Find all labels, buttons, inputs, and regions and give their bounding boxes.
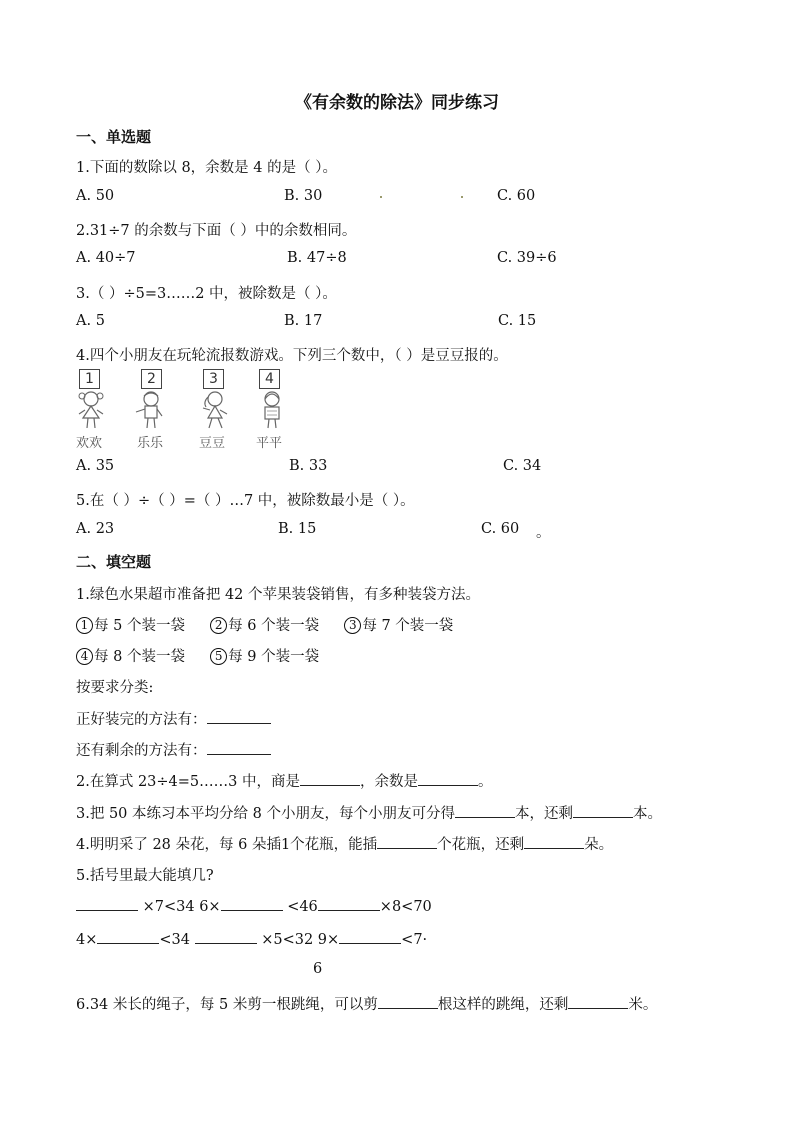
answer-blank[interactable] <box>207 740 271 755</box>
question-text: 米。 <box>628 997 658 1013</box>
question-1-text: 1.下面的数除以 8，余数是 4 的是（ ）。 <box>76 160 337 176</box>
inequality-text: <34 <box>159 932 190 948</box>
answer-blank[interactable] <box>207 709 271 724</box>
remain-methods-label: 还有剩余的方法有： <box>76 743 207 759</box>
stray-dot <box>380 196 382 198</box>
fill-question-6 <box>76 993 657 1014</box>
answer-blank[interactable] <box>339 929 401 944</box>
q2-option-a: A. 40÷7 <box>76 250 136 266</box>
section-heading-fill-blank: 二、填空题 <box>76 553 152 571</box>
q5-option-a: A. 23 <box>76 521 115 537</box>
q4-option-a: A. 35 <box>76 458 115 474</box>
question-5-text: 5.在（ ）÷（ ）=（ ）…7 中，被除数最小是（ ）。 <box>76 493 415 509</box>
answer-blank[interactable] <box>300 771 360 786</box>
question-text: 3.把 50 本练习本平均分给 8 个小朋友，每个小朋友可分得 <box>76 806 455 822</box>
question-3-text: 3.（ ）÷5=3……2 中，被除数是（ ）。 <box>76 286 337 302</box>
stray-number: 6 <box>313 961 323 977</box>
inequality-text: ×5<32 9× <box>261 932 340 948</box>
answer-blank[interactable] <box>377 834 437 849</box>
answer-blank[interactable] <box>568 994 628 1009</box>
classify-instruction: 按要求分类: <box>76 680 154 696</box>
fill-question-2 <box>76 770 492 791</box>
circled-number: 2 <box>210 617 227 634</box>
fill-question-4 <box>76 833 613 854</box>
answer-blank[interactable] <box>76 896 138 911</box>
packing-option: 每 9 个装一袋 <box>228 649 320 665</box>
question-text: 2.在算式 23÷4=5……3 中，商是 <box>76 774 300 790</box>
stray-dot <box>461 196 463 198</box>
question-text: 朵。 <box>584 837 614 853</box>
question-text: 个花瓶，还剩 <box>437 837 525 853</box>
exact-methods-line <box>76 708 271 729</box>
question-text: 本。 <box>632 806 662 822</box>
packing-option: 每 5 个装一袋 <box>94 618 185 634</box>
inequality-row-2 <box>76 929 427 948</box>
q1-option-a: A. 50 <box>76 188 115 204</box>
q5-trailing-mark: 。 <box>536 525 551 541</box>
answer-blank[interactable] <box>97 929 159 944</box>
q3-option-c: C. 15 <box>498 313 537 329</box>
question-text: ，余数是 <box>359 774 418 790</box>
circled-number: 1 <box>76 617 93 634</box>
fill-question-5-text: 5.括号里最大能填几? <box>76 868 214 884</box>
kid-number-box: 2 <box>141 369 162 389</box>
q3-option-a: A. 5 <box>76 313 105 329</box>
girl-figure-icon <box>199 390 233 430</box>
question-text: 4.明明采了 28 朵花，每 6 朵插1个花瓶，能插 <box>76 837 378 853</box>
inequality-text: <7· <box>401 932 428 948</box>
q5-option-b: B. 15 <box>278 521 317 537</box>
answer-blank[interactable] <box>318 896 380 911</box>
inequality-text: <46 <box>287 899 318 915</box>
q3-option-b: B. 17 <box>284 313 323 329</box>
answer-blank[interactable] <box>221 896 283 911</box>
question-text: 本，还剩 <box>514 806 573 822</box>
q5-option-c: C. 60 <box>481 521 520 537</box>
kid-name-label: 豆豆 <box>199 436 226 451</box>
kid-number-box: 3 <box>203 369 224 389</box>
answer-blank[interactable] <box>455 803 515 818</box>
circled-number: 5 <box>210 648 227 665</box>
q1-option-b: B. 30 <box>284 188 323 204</box>
question-text: 根这样的跳绳，还剩 <box>437 997 569 1013</box>
q2-option-c: C. 39÷6 <box>497 250 557 266</box>
girl-figure-icon <box>256 390 290 430</box>
q4-option-c: C. 34 <box>503 458 542 474</box>
answer-blank[interactable] <box>524 834 584 849</box>
inequality-row-1 <box>76 896 432 915</box>
kid-name-label: 欢欢 <box>76 436 103 451</box>
circled-number: 4 <box>76 648 93 665</box>
answer-blank[interactable] <box>418 771 478 786</box>
kid-number-box: 1 <box>79 369 100 389</box>
packing-option: 每 8 个装一袋 <box>94 649 185 665</box>
answer-blank[interactable] <box>195 929 257 944</box>
circled-number: 3 <box>344 617 361 634</box>
q1-option-c: C. 60 <box>497 188 536 204</box>
inequality-text: ×8<70 <box>379 899 432 915</box>
kid-name-label: 乐乐 <box>137 436 164 451</box>
remain-methods-line <box>76 739 271 760</box>
answer-blank[interactable] <box>378 994 438 1009</box>
fill-question-1-text: 1.绿色水果超市准备把 42 个苹果装袋销售，有多种装袋方法。 <box>76 587 481 603</box>
section-heading-single-choice: 一、单选题 <box>76 128 152 146</box>
boy-figure-icon <box>133 390 167 430</box>
inequality-text: ×7<34 6× <box>142 899 221 915</box>
inequality-text: 4× <box>76 932 98 948</box>
fill-question-3 <box>76 802 662 823</box>
answer-blank[interactable] <box>573 803 633 818</box>
kid-number-box: 4 <box>259 369 280 389</box>
packing-options-row-2 <box>76 645 319 666</box>
packing-option: 每 6 个装一袋 <box>228 618 320 634</box>
q2-option-b: B. 47÷8 <box>287 250 347 266</box>
packing-option: 每 7 个装一袋 <box>362 618 454 634</box>
packing-options-row-1 <box>76 614 453 635</box>
question-text: 6.34 米长的绳子，每 5 米剪一根跳绳，可以剪 <box>76 997 378 1013</box>
exact-methods-label: 正好装完的方法有： <box>76 712 207 728</box>
kid-name-label: 平平 <box>256 436 283 451</box>
question-2-text: 2.31÷7 的余数与下面（ ）中的余数相同。 <box>76 223 357 239</box>
page-title: 《有余数的除法》同步练习 <box>295 93 499 113</box>
girl-figure-icon <box>74 390 108 430</box>
q4-option-b: B. 33 <box>289 458 328 474</box>
question-4-text: 4.四个小朋友在玩轮流报数游戏。下列三个数中，（ ）是豆豆报的。 <box>76 348 508 364</box>
question-text: 。 <box>477 774 493 790</box>
